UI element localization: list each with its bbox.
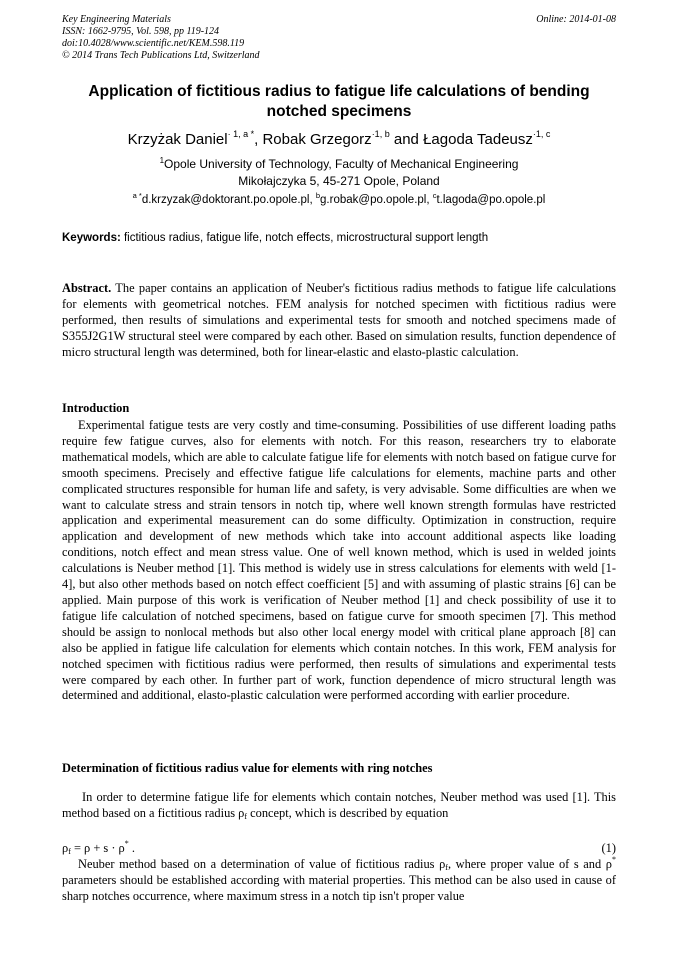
abstract-label: Abstract. — [62, 281, 112, 295]
email-address: d.krzyzak@doktorant.po.opole.pl, — [141, 194, 316, 206]
doi-line: doi:10.4028/www.scientific.net/KEM.598.119 — [62, 38, 245, 49]
paragraph-text: In order to determine fatigue life for elements which contain notches, Neuber method was used [1]. This method based on a fictitious radius ρ — [62, 790, 616, 820]
email-mark: a * — [132, 191, 142, 200]
paragraph-text: concept, which is described by equation — [247, 805, 449, 820]
abstract — [62, 281, 616, 361]
author-separator: and — [389, 131, 424, 148]
equation-subscript: f — [68, 847, 71, 856]
author-list — [62, 130, 616, 150]
copyright-line: © 2014 Trans Tech Publications Ltd, Switzerland — [62, 50, 260, 61]
section-heading-determination: Determination of fictitious radius value for elements with ring notches — [62, 761, 433, 775]
author-name: Robak Grzegorz — [262, 131, 372, 148]
paper-title: Application of fictitious radius to fatigue life calculations of bending notched specimens — [88, 83, 590, 120]
equation-symbol: ρ — [62, 841, 69, 855]
section-heading-introduction: Introduction — [62, 401, 130, 415]
author-affiliation-mark: ·1, c — [532, 129, 551, 139]
keywords-label: Keywords: — [62, 232, 121, 244]
subscript: f — [445, 863, 448, 872]
author-affiliation-mark: · 1, a * — [227, 129, 255, 139]
affiliation — [62, 156, 616, 190]
issn-line: ISSN: 1662-9795, Vol. 598, pp 119-124 — [62, 26, 220, 37]
author-separator: , — [254, 131, 263, 148]
equation-text: = ρ + s · ρ — [70, 841, 125, 855]
superscript: * — [612, 855, 616, 864]
author-name: Łagoda Tadeusz — [423, 131, 533, 148]
equation-superscript: * — [124, 839, 129, 848]
email-address: g.robak@po.opole.pl, — [320, 194, 433, 206]
email-address: t.lagoda@po.opole.pl — [436, 194, 546, 206]
affiliation-text: Opole University of Technology, Faculty of Mechanical Engineering — [164, 157, 519, 171]
author-affiliation-mark: ·1, b — [371, 129, 390, 139]
paragraph-text: , where proper value of s and ρ — [447, 857, 612, 871]
equation-1 — [62, 839, 616, 857]
keywords-text: fictitious radius, fatigue life, notch effects, microstructural support length — [120, 232, 489, 244]
online-date: Online: 2014-01-08 — [536, 14, 616, 25]
equation-end: . — [128, 841, 135, 855]
journal-name: Key Engineering Materials — [62, 14, 171, 25]
affiliation-line-2: Mikołajczyka 5, 45-271 Opole, Poland — [238, 174, 440, 188]
email-mark: c — [432, 191, 437, 200]
author-name: Krzyżak Daniel — [127, 131, 228, 148]
determination-paragraph — [62, 790, 616, 822]
affiliation-line-1 — [62, 156, 616, 173]
paragraph-text: parameters should be established according with material properties. This method can be also used in cause of sharp notches occurrence, where maximum stress in a notch tip isn't proper value — [62, 872, 616, 903]
keywords — [62, 231, 616, 246]
introduction-paragraph: Experimental fatigue tests are very costly and time-consuming. Possibilities of use different loading paths require few fatigue curves, also for elements with notch. For this reason, researchers try to elaborate mathematical models, which are able to calculate fatigue life for elements with notch based on fatigue curve for smooth specimens. Precisely and effective fatigue life calculations for elements, machine parts and other complicated structures responsible for human life and safety, is very advisable. Some difficulties are when we want to calculate stress and strain tensors in notch tip, where well known strength formulas have restricted application and experimental measurement can do some difficulty. Optimization in construction, require application and development of new methods which take into account additional aspects like loading conditions, notch effect and mean stress value. One of well known method, which is used in welded joints calculations is Neuber method [1]. This method is widely use in stress calculations for elements with weld [1-4], but also other methods based on notch effect coefficient [5] and with assuming of plastic strains [6] can be applied. Main purpose of this work is verification of Neuber method [1] and check possibility of use it to fatigue life calculation of notched specimens, based on fatigue curve for smooth specimen [7]. This method should be assign to nonlocal methods but also other local energy model with critical plane approach [8] can also be applied in fatigue life calculation for elements which contain notches. In this work, FEM analysis for notched specimen with fictitious radius were performed, then results of simulations and experimental tests were compared by each other. In further part of work, function dependence of micro structural length was determined and additional, elasto-plastic calculation were performed according with earlier procedure. — [62, 418, 616, 703]
paragraph-text: Neuber method based on a determination of value of fictitious radius ρ — [78, 857, 446, 871]
equation-number: (1) — [601, 841, 616, 855]
equation-body — [62, 839, 135, 857]
abstract-text: The paper contains an application of Neuber's fictitious radius methods to fatigue life calculations for elements with geometrical notches. FEM analysis for notched specimen with fictitious radius were performed, then results of simulations and experimental tests for smooth and notched specimens made of S355J2G1W structural steel were compared by each other. Based on simulation results, function dependence of micro structural length was determined, both for linear-elastic and elasto-plastic calculation. — [62, 281, 616, 359]
email-mark: b — [315, 191, 321, 200]
affiliation-mark: 1 — [159, 156, 165, 165]
continuation-paragraph — [62, 857, 616, 905]
journal-header — [62, 14, 616, 62]
email-list — [62, 193, 616, 208]
subscript: f — [244, 811, 248, 821]
